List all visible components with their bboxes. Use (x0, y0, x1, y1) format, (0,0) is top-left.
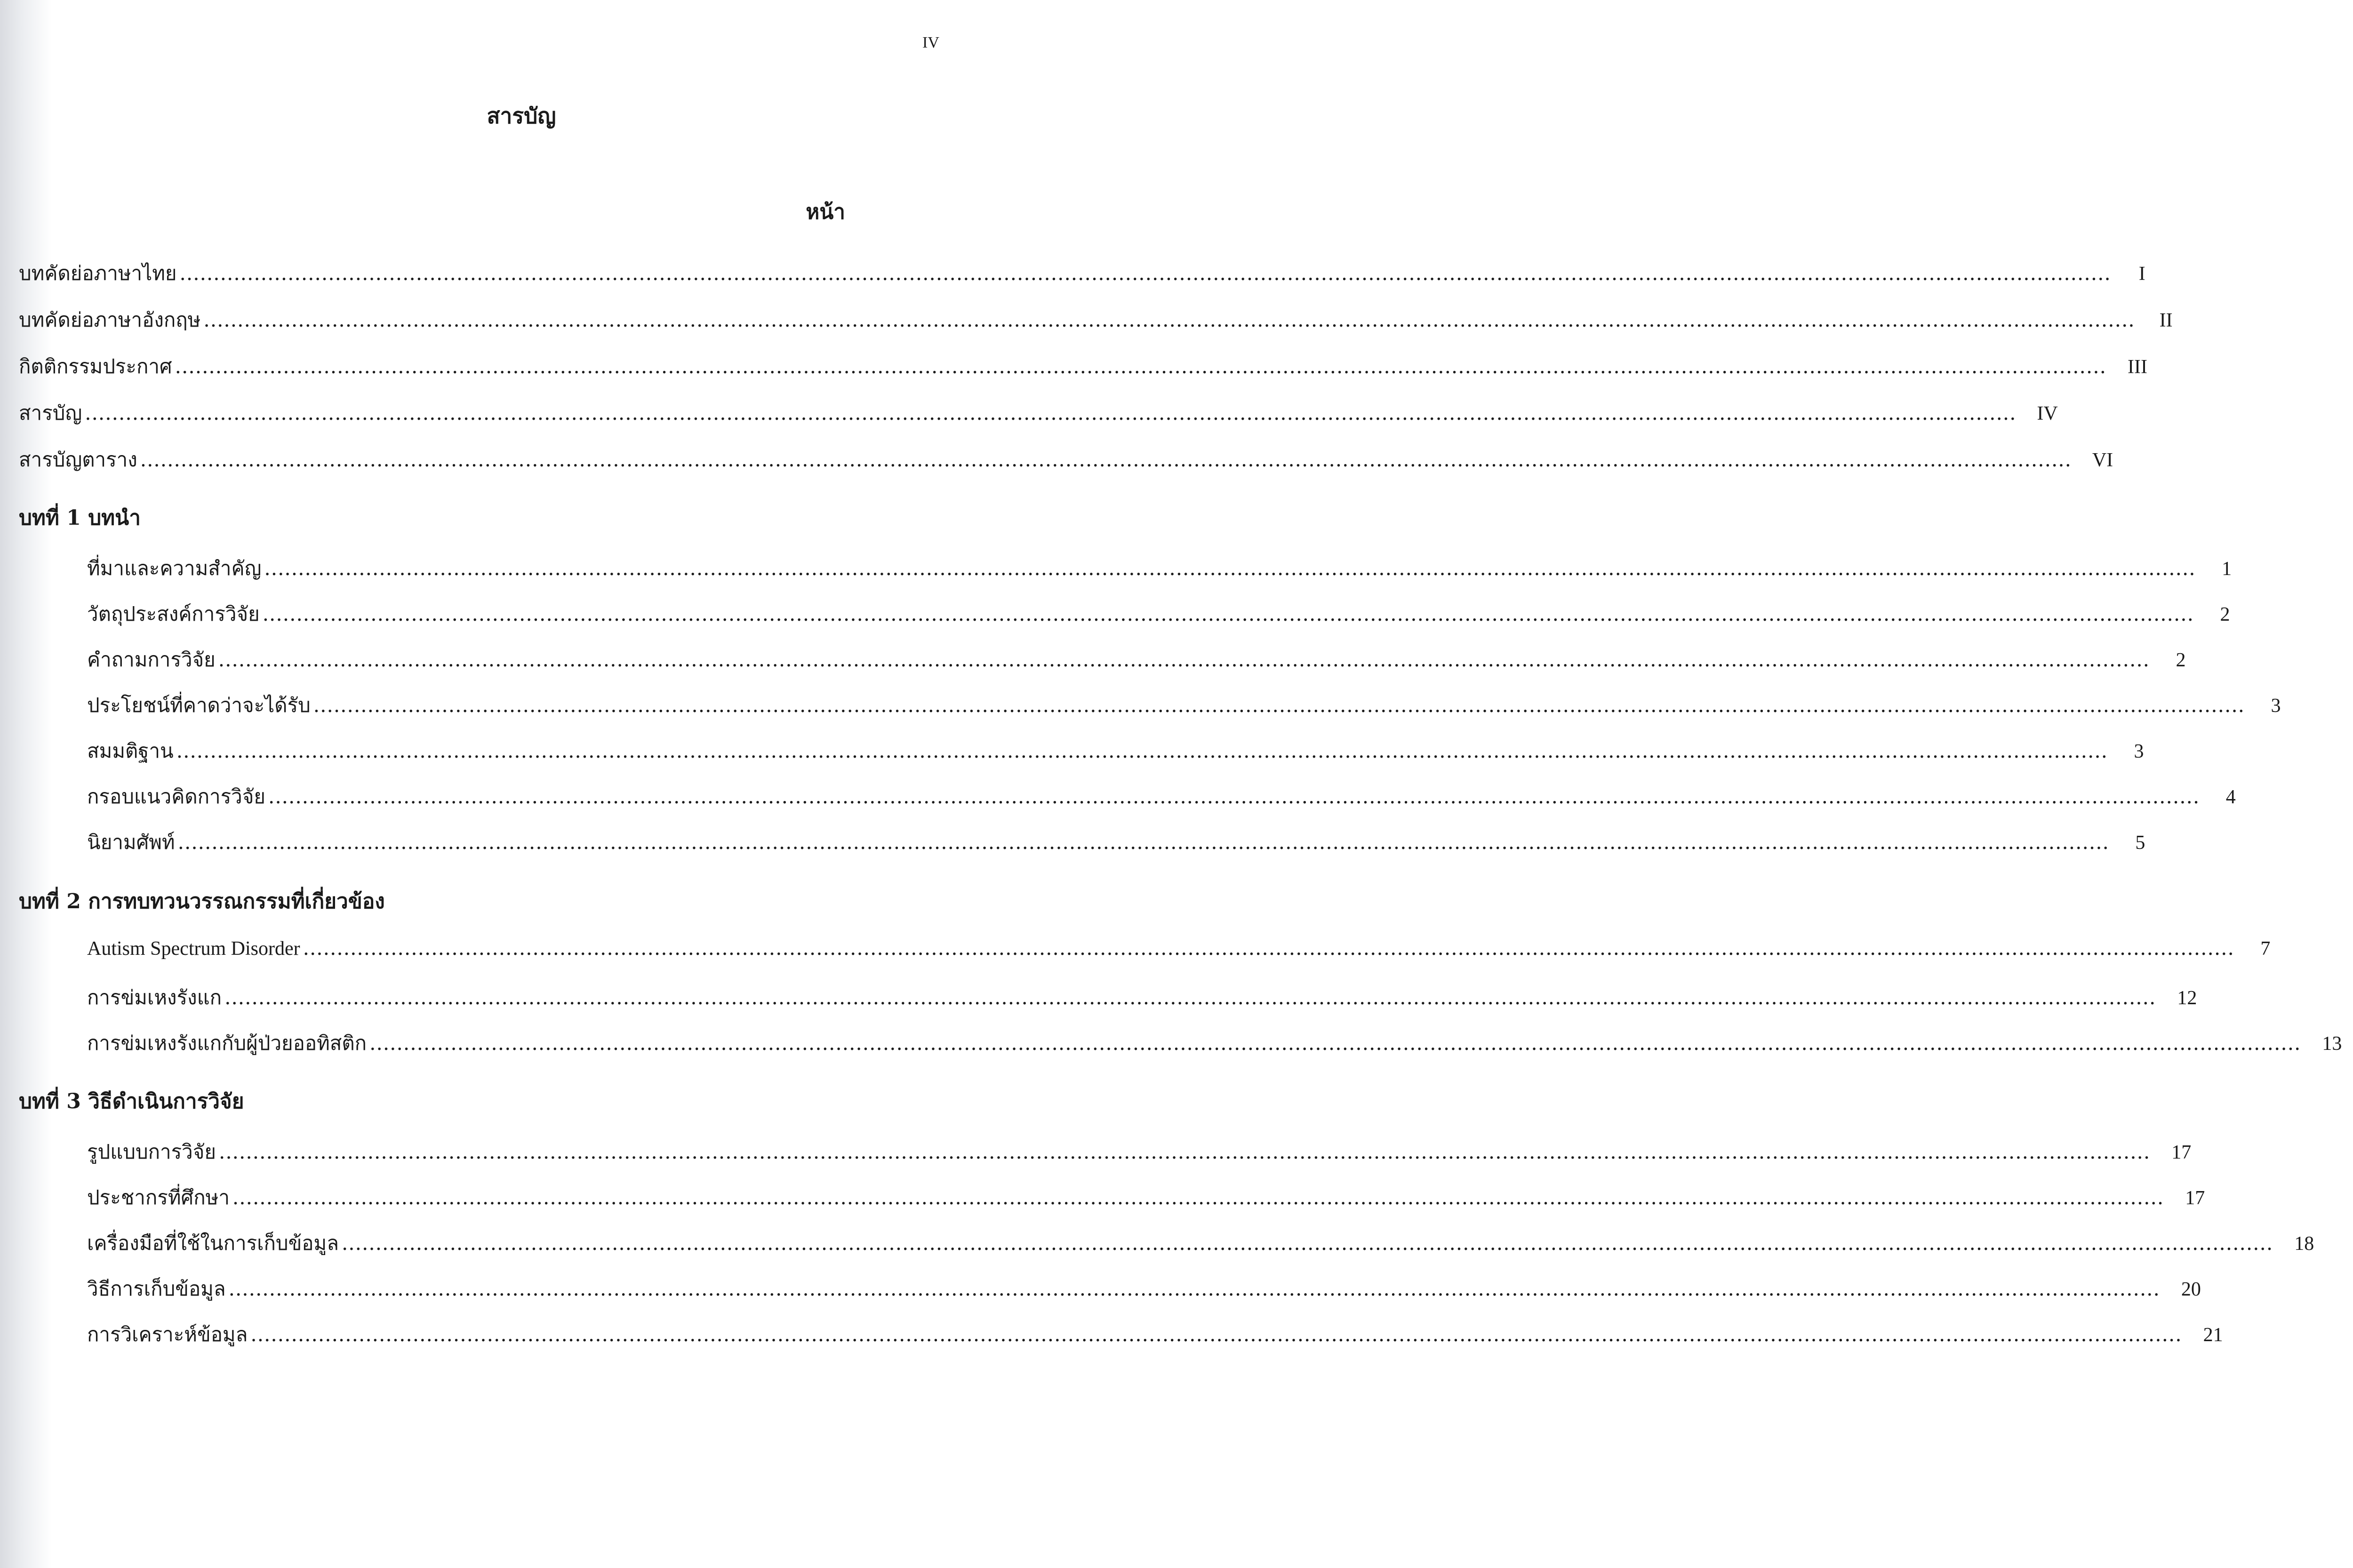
dot-leader: .............................................................................................................................................................................................................................................................................................. (341, 1232, 2273, 1255)
dot-leader: .............................................................................................................................................................................................................................................................................................. (177, 831, 2109, 854)
toc-entry-page: 2 (2176, 649, 2186, 671)
toc-row-acknowledgements[interactable] (19, 351, 2147, 382)
toc-row-contents[interactable] (19, 398, 2058, 429)
dot-leader: .............................................................................................................................................................................................................................................................................................. (268, 785, 2200, 808)
toc-entry-page: VI (2092, 449, 2113, 471)
toc-entry-page: 2 (2220, 604, 2230, 625)
toc-row-ch2-item-2[interactable] (87, 982, 2197, 1013)
toc-entry-label: Autism Spectrum Disorder (87, 938, 300, 960)
dot-leader: .............................................................................................................................................................................................................................................................................................. (232, 1186, 2164, 1209)
dot-leader: .............................................................................................................................................................................................................................................................................................. (218, 648, 2150, 671)
toc-entry-page: 7 (2260, 938, 2271, 960)
toc-entry-page: 3 (2134, 741, 2144, 762)
toc-entry-page: 20 (2181, 1279, 2201, 1300)
toc-entry-page: III (2127, 356, 2147, 378)
toc-entry-page: 13 (2322, 1033, 2342, 1055)
chapter-1-heading[interactable]: บทที่ 1 บทนำ (19, 506, 141, 530)
page-number: IV (922, 34, 939, 51)
toc-entry-label: สารบัญตาราง (19, 448, 137, 471)
toc-entry-page: 21 (2203, 1324, 2223, 1346)
toc-entry-page: I (2138, 263, 2145, 285)
chapter-3-heading[interactable]: บทที่ 3 วิธีดำเนินการวิจัย (19, 1089, 244, 1113)
chapter-2-heading[interactable]: บทที่ 2 การทบทวนวรรณกรรมที่เกี่ยวข้อง (19, 889, 385, 913)
dot-leader: .............................................................................................................................................................................................................................................................................................. (313, 694, 2245, 717)
toc-row-ch1-item-6[interactable] (87, 781, 2236, 812)
toc-entry-page: 17 (2171, 1142, 2192, 1163)
dot-leader: .............................................................................................................................................................................................................................................................................................. (175, 355, 2106, 378)
toc-row-ch3-item-4[interactable] (87, 1273, 2201, 1304)
dot-leader: .............................................................................................................................................................................................................................................................................................. (218, 1140, 2151, 1163)
toc-row-thai-abstract[interactable] (19, 258, 2145, 289)
toc-entry-label: สารบัญ (19, 401, 82, 424)
toc-row-ch3-item-5[interactable] (87, 1319, 2223, 1350)
toc-entry-label: กิตติกรรมประกาศ (19, 355, 172, 378)
dot-leader: .............................................................................................................................................................................................................................................................................................. (303, 936, 2234, 960)
toc-entry-page: 12 (2177, 987, 2197, 1009)
dot-leader: .............................................................................................................................................................................................................................................................................................. (250, 1323, 2182, 1346)
toc-entry-label: สมมติฐาน (87, 739, 174, 762)
toc-entry-page: 5 (2135, 832, 2145, 854)
toc-row-ch1-item-7[interactable] (87, 827, 2145, 858)
toc-entry-page: IV (2037, 403, 2058, 424)
toc-row-ch1-item-2[interactable] (87, 599, 2230, 630)
toc-entry-page: 3 (2271, 695, 2281, 717)
toc-entry-page: 17 (2185, 1187, 2205, 1209)
toc-row-ch1-item-4[interactable] (87, 690, 2281, 721)
toc-row-ch1-item-5[interactable] (87, 736, 2144, 767)
toc-row-ch1-item-1[interactable] (87, 553, 2232, 584)
toc-row-ch1-item-3[interactable] (87, 644, 2186, 675)
toc-entry-page: 4 (2225, 786, 2236, 808)
dot-leader: .............................................................................................................................................................................................................................................................................................. (85, 401, 2017, 424)
scan-edge-shadow (0, 0, 52, 1568)
toc-entry-label: ที่มาและความสำคัญ (87, 557, 262, 580)
toc-entry-label: วัตถุประสงค์การวิจัย (87, 602, 260, 625)
toc-entry-label: รูปแบบการวิจัย (87, 1140, 216, 1163)
dot-leader: .............................................................................................................................................................................................................................................................................................. (262, 602, 2194, 625)
toc-entry-label: บทคัดย่อภาษาอังกฤษ (19, 308, 201, 331)
toc-row-ch2-item-3[interactable] (87, 1028, 2342, 1059)
toc-entry-label: เครื่องมือที่ใช้ในการเก็บข้อมูล (87, 1232, 339, 1255)
dot-leader: .............................................................................................................................................................................................................................................................................................. (203, 308, 2135, 331)
toc-entry-label: คำถามการวิจัย (87, 648, 216, 671)
toc-row-ch3-item-2[interactable] (87, 1182, 2205, 1213)
dot-leader: .............................................................................................................................................................................................................................................................................................. (179, 262, 2111, 285)
dot-leader: .............................................................................................................................................................................................................................................................................................. (176, 739, 2108, 762)
toc-row-list-of-tables[interactable] (19, 444, 2113, 475)
toc-entry-label: นิยามศัพท์ (87, 831, 175, 854)
dot-leader: .............................................................................................................................................................................................................................................................................................. (264, 557, 2196, 580)
dot-leader: .............................................................................................................................................................................................................................................................................................. (228, 1277, 2160, 1300)
toc-entry-label: ประชากรที่ศึกษา (87, 1186, 230, 1209)
toc-entry-label: การวิเคราะห์ข้อมูล (87, 1323, 248, 1346)
dot-leader: .............................................................................................................................................................................................................................................................................................. (224, 986, 2156, 1009)
dot-leader: .............................................................................................................................................................................................................................................................................................. (369, 1032, 2301, 1055)
toc-entry-label: กรอบแนวคิดการวิจัย (87, 785, 265, 808)
toc-entry-page: II (2159, 310, 2173, 331)
dot-leader: .............................................................................................................................................................................................................................................................................................. (140, 448, 2072, 471)
toc-entry-label: ประโยชน์ที่คาดว่าจะได้รับ (87, 694, 311, 717)
page-column-label: หน้า (806, 200, 845, 224)
toc-row-ch3-item-3[interactable] (87, 1228, 2314, 1259)
toc-entry-page: 1 (2222, 558, 2232, 580)
toc-entry-label: การข่มเหงรังแก (87, 986, 222, 1009)
toc-row-ch3-item-1[interactable] (87, 1136, 2192, 1168)
toc-entry-page: 18 (2294, 1233, 2314, 1255)
toc-row-english-abstract[interactable] (19, 304, 2173, 336)
toc-entry-label: บทคัดย่อภาษาไทย (19, 262, 177, 285)
toc-entry-label: วิธีการเก็บข้อมูล (87, 1277, 226, 1300)
toc-row-ch2-item-1[interactable] (87, 936, 2271, 960)
toc-entry-label: การข่มเหงรังแกกับผู้ป่วยออทิสติก (87, 1032, 367, 1055)
page-title: สารบัญ (487, 103, 556, 128)
